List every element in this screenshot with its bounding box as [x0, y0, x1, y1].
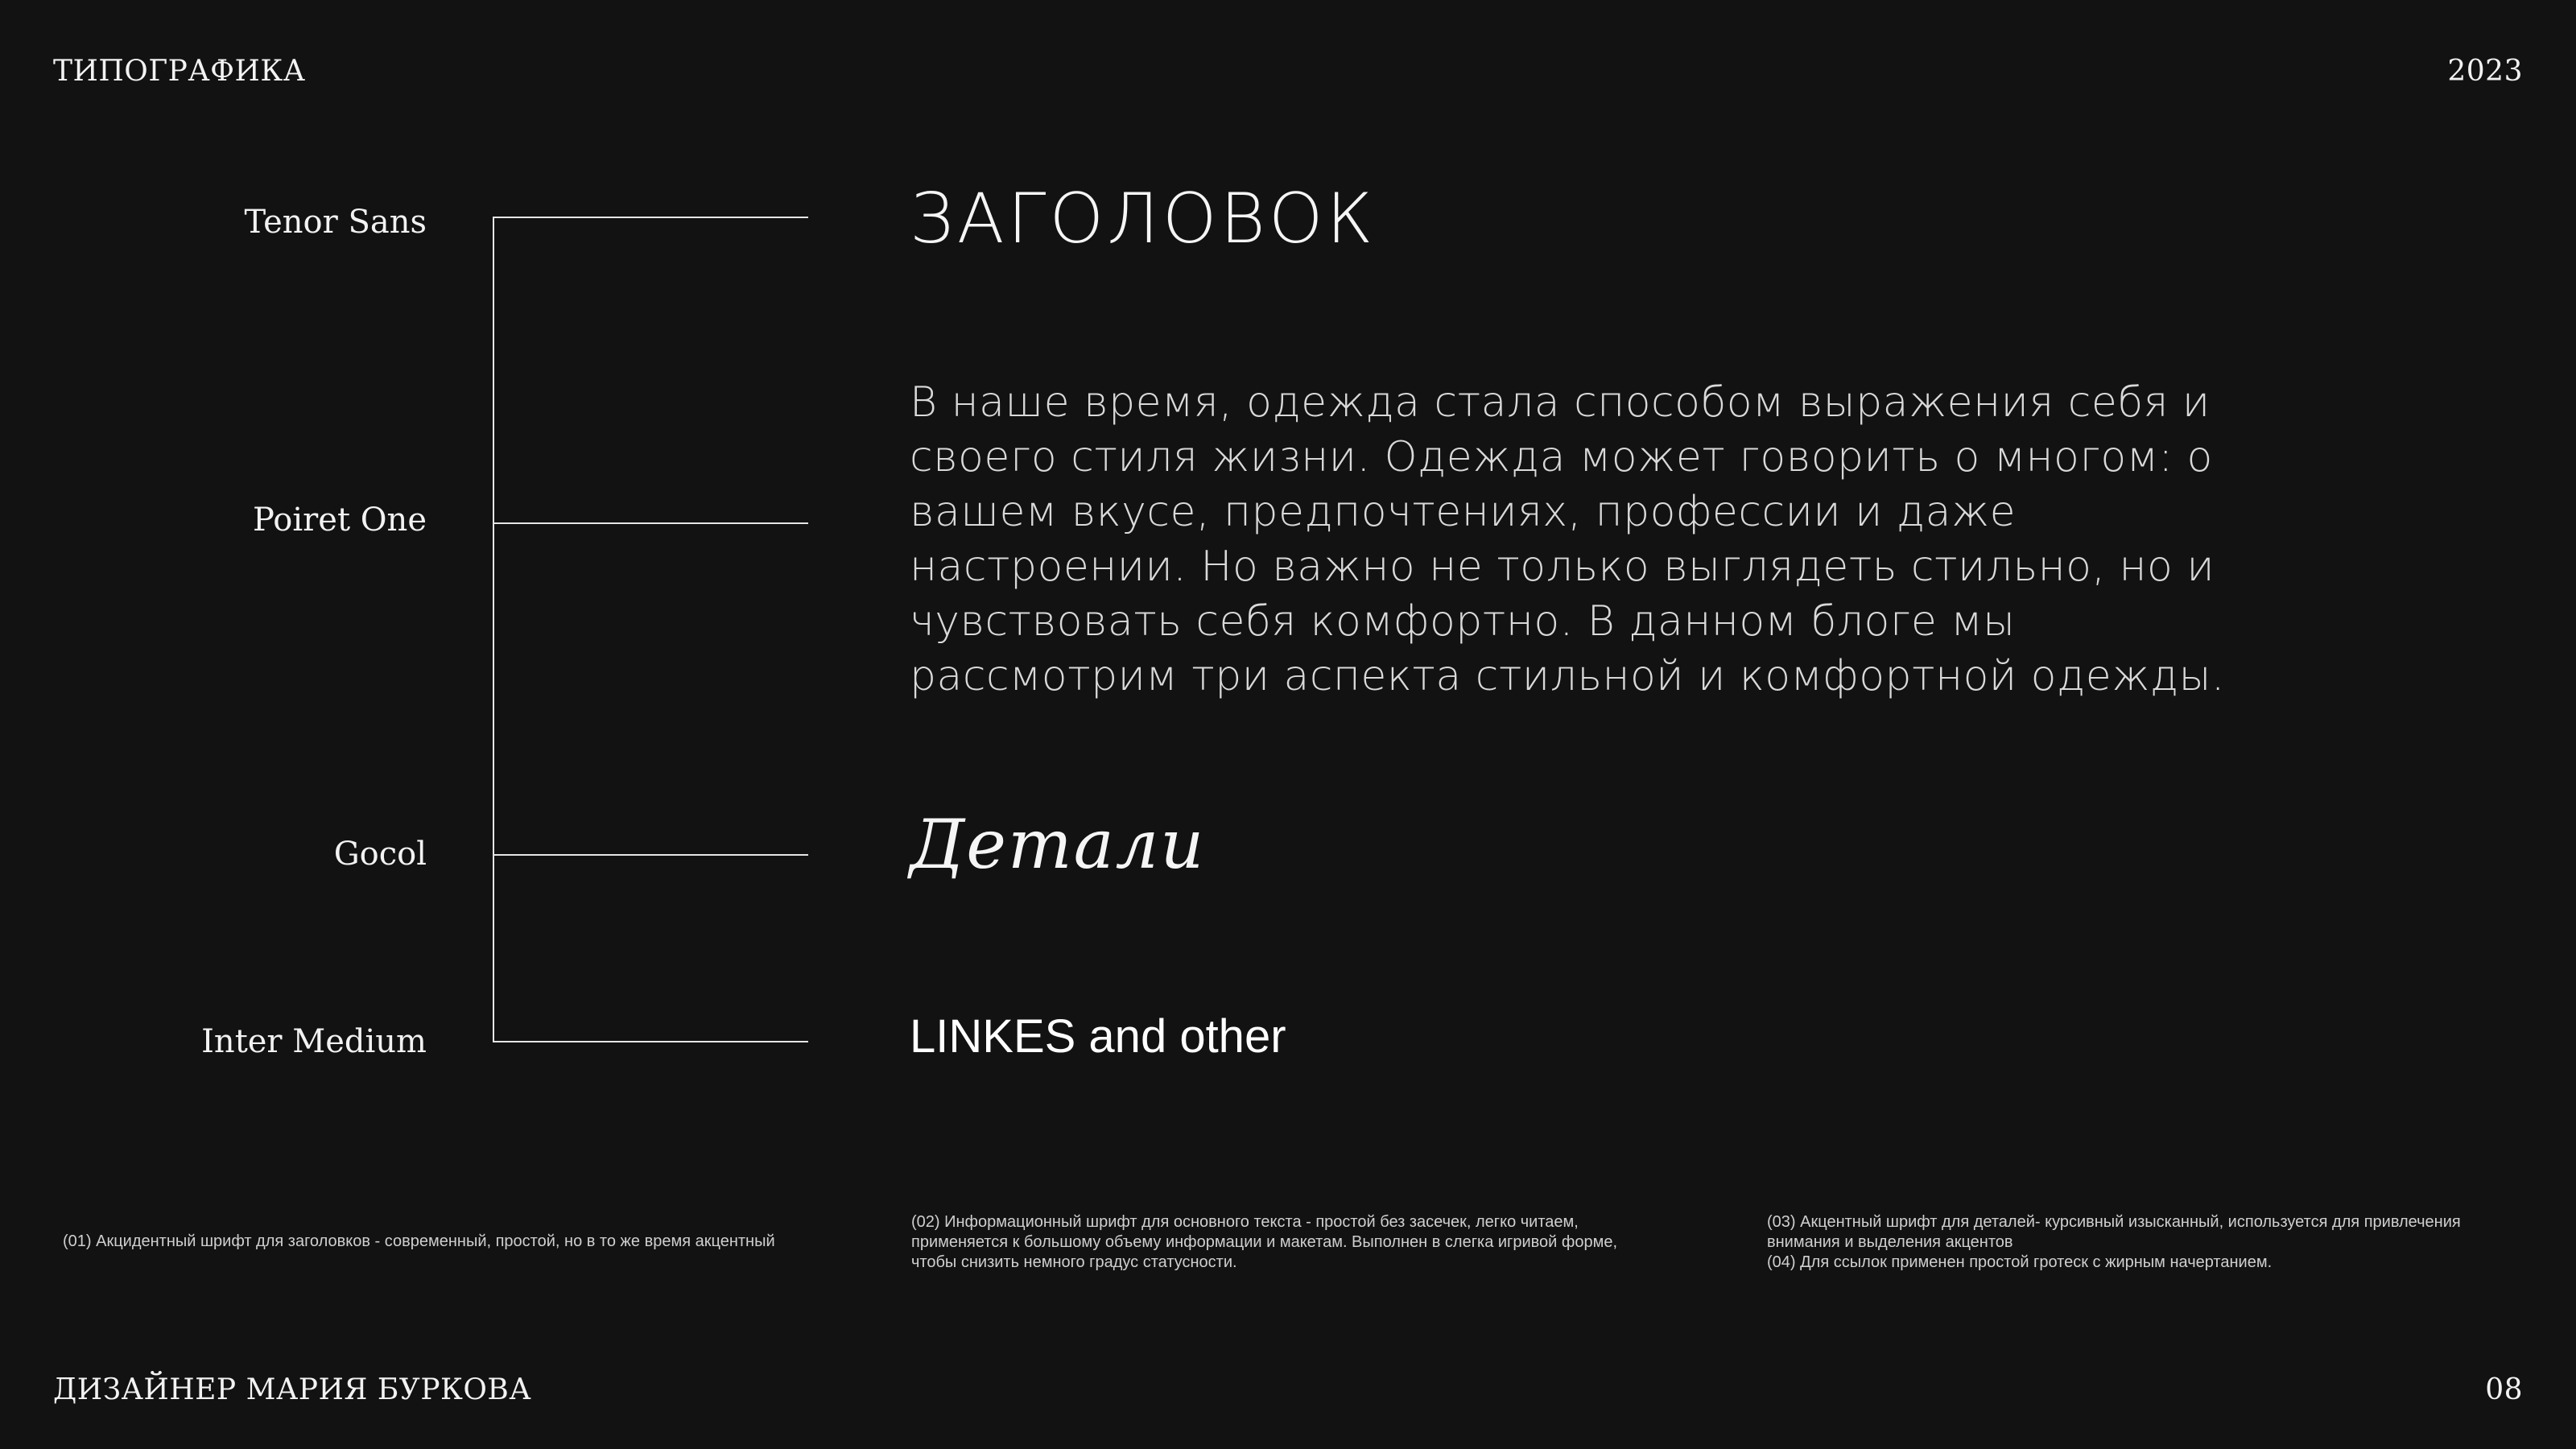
connector-line-heading: [493, 217, 808, 218]
connector-vertical-line: [493, 217, 494, 1042]
footnote-detail-font: (03) Акцентный шрифт для деталей- курсивный изысканный, используется для привлечения внимания и выделения акцентов: [1767, 1213, 2461, 1251]
page-number: 08: [2485, 1373, 2523, 1406]
year-label: 2023: [2447, 55, 2523, 88]
connector-line-link: [493, 1041, 808, 1042]
font-label-poiret-one: Poiret One: [253, 502, 427, 539]
connector-line-body: [493, 522, 808, 524]
footnote-heading-font: (01) Акцидентный шрифт для заголовков - современный, простой, но в то же время акцентный: [63, 1232, 775, 1250]
detail-script-sample: Детали: [910, 805, 1206, 884]
font-label-inter-medium: Inter Medium: [201, 1023, 427, 1060]
footnote-detail-link-fonts: [1767, 1212, 2491, 1273]
body-text-sample: В наше время, одежда стала способом выражения себя и своего стиля жизни. Одежда может говорить о многом: о вашем вкусе, предпочтениях, профессии и даже настроении. Но важно не только выглядеть стильно, но и чувствовать себя комфортно. В данном блоге мы рассмотрим три аспекта стильной и комфортной одежды.: [910, 378, 2225, 700]
font-label-gocol: Gocol: [333, 836, 427, 873]
section-title: ТИПОГРАФИКА: [53, 55, 306, 88]
connector-line-detail: [493, 854, 808, 856]
font-label-tenor-sans: Tenor Sans: [244, 204, 427, 241]
heading-sample: ЗАГОЛОВОК: [910, 179, 1377, 259]
designer-credit: ДИЗАЙНЕР МАРИЯ БУРКОВА: [53, 1373, 532, 1406]
link-sample: LINKES and other: [910, 1010, 1286, 1063]
footnote-body-font: (02) Информационный шрифт для основного текста - простой без засечек, легко читаем, применяется к большому объему информации и макетам. Выполнен в слегка игривой форме, чтобы снизить немного градус статусности.: [911, 1213, 1618, 1271]
footnote-link-font: (04) Для ссылок применен простой гротеск с жирным начертанием.: [1767, 1253, 2273, 1271]
